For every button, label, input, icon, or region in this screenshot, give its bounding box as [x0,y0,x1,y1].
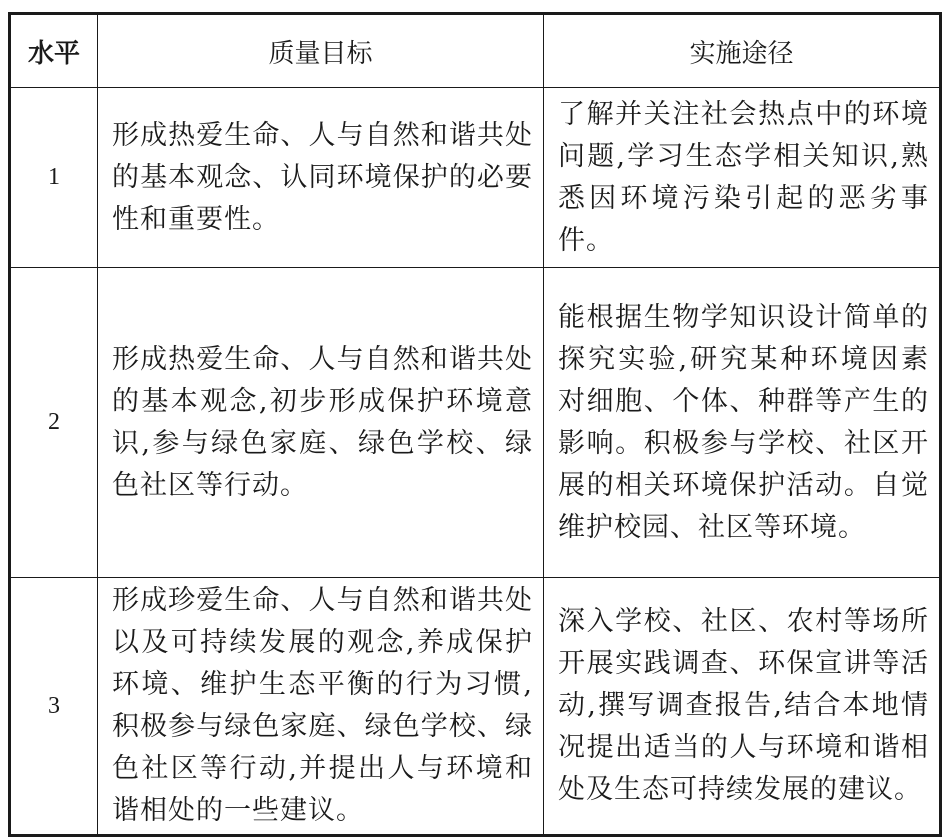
table-row [10,578,941,836]
table-row [10,88,941,268]
level-cell: 2 [10,268,98,578]
quality-goal-cell: 形成热爱生命、人与自然和谐共处的基本观念,初步形成保护环境意识,参与绿色家庭、绿色学校、绿色社区等行动。 [98,268,544,578]
implementation-cell: 了解并关注社会热点中的环境问题,学习生态学相关知识,熟悉因环境污染引起的恶劣事件。 [544,88,941,268]
level-cell: 3 [10,578,98,836]
implementation-cell: 深入学校、社区、农村等场所开展实践调查、环保宣讲等活动,撰写调查报告,结合本地情况提出适当的人与环境和谐相处及生态可持续发展的建议。 [544,578,941,836]
header-level: 水平 [10,14,98,88]
implementation-cell: 能根据生物学知识设计简单的探究实验,研究某种环境因素对细胞、个体、种群等产生的影响。积极参与学校、社区开展的相关环境保护活动。自觉维护校园、社区等环境。 [544,268,941,578]
quality-goal-cell: 形成热爱生命、人与自然和谐共处的基本观念、认同环境保护的必要性和重要性。 [98,88,544,268]
header-implementation-approach: 实施途径 [544,14,941,88]
header-row [10,14,941,88]
header-quality-goal: 质量目标 [98,14,544,88]
quality-goal-cell: 形成珍爱生命、人与自然和谐共处以及可持续发展的观念,养成保护环境、维护生态平衡的行为习惯,积极参与绿色家庭、绿色学校、绿色社区等行动,并提出人与环境和谐相处的一些建议。 [98,578,544,836]
level-cell: 1 [10,88,98,268]
quality-standards-table [8,12,942,837]
table-row [10,268,941,578]
